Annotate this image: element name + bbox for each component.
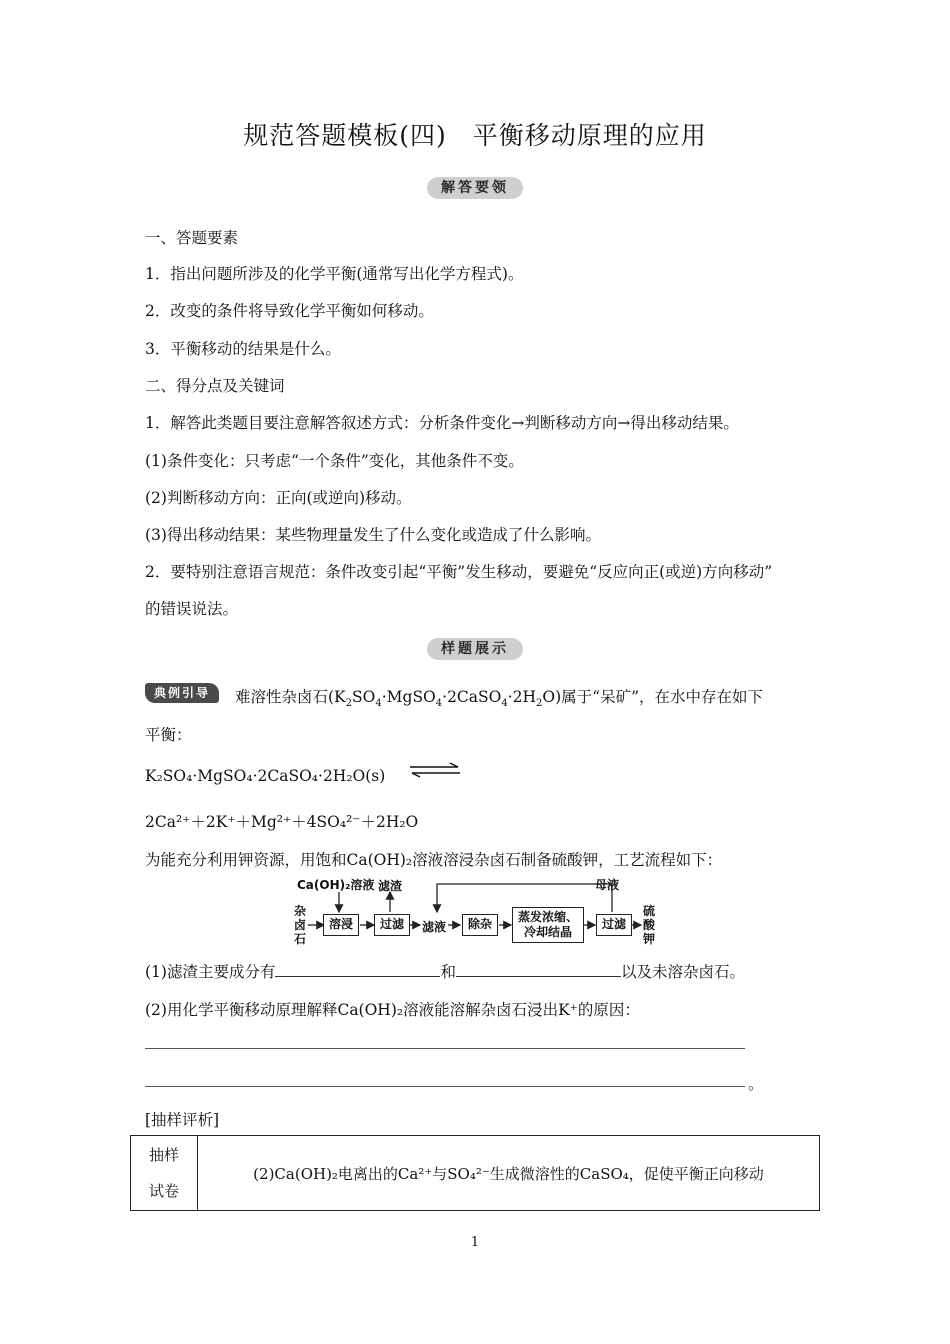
- intro-part: 难溶性杂卤石(K: [235, 688, 346, 706]
- point-1: 1．指出问题所涉及的化学平衡(通常写出化学方程式)。: [145, 265, 524, 283]
- answer-key-label: 解答要领: [427, 177, 523, 199]
- mother-liquor-label: 母液: [595, 878, 620, 892]
- point-2: 2．改变的条件将导致化学平衡如何移动。: [145, 302, 434, 320]
- point-3: 3．平衡移动的结果是什么。: [145, 340, 341, 358]
- answer-blank-2[interactable]: [456, 962, 621, 977]
- question-2: (2)用化学平衡移动原理解释Ca(OH)₂溶液能溶解杂卤石浸出K⁺的原因：: [145, 1001, 640, 1019]
- scoring-sub-1: (1)条件变化：只考虑“一个条件”变化，其他条件不变。: [145, 452, 524, 470]
- step-leach: 溶浸: [323, 914, 359, 936]
- reagent-label: Ca(OH)₂溶液: [297, 878, 375, 892]
- step-purify: 除杂: [462, 914, 498, 936]
- equation-left: K₂SO₄·MgSO₄·2CaSO₄·2H₂O(s): [145, 767, 386, 785]
- table-row: [131, 1136, 820, 1211]
- scoring-2-line2: 的错误说法。: [145, 600, 239, 618]
- row-label-cell: [131, 1136, 198, 1211]
- equation-right: 2Ca²⁺＋2K⁺＋Mg²⁺＋4SO₄²⁻＋2H₂O: [145, 813, 419, 831]
- equilibrium-arrows-icon: [408, 762, 462, 778]
- sample-answer: (2)Ca(OH)₂电离出的Ca²⁺与SO₄²⁻生成微溶性的CaSO₄，促使平衡正向移动: [198, 1136, 820, 1211]
- step-evaporate-crystallize: 蒸发浓缩、冷却结晶: [512, 907, 584, 943]
- row-label-2: 试卷: [148, 1182, 179, 1200]
- heading-scoring: 二、得分点及关键词: [145, 377, 285, 395]
- answer-line-1[interactable]: [145, 1048, 745, 1049]
- intro-part: O)属于“呆矿”，在水中存在如下: [542, 688, 764, 706]
- example-intro-line2: 平衡：: [145, 726, 192, 744]
- sub: 4: [375, 698, 382, 710]
- evaluation-heading: [抽样评析]: [145, 1111, 220, 1129]
- scoring-sub-3: (3)得出移动结果：某些物理量发生了什么变化或造成了什么影响。: [145, 526, 601, 544]
- intro-part: ·2H: [507, 688, 537, 706]
- q1-tail: 以及未溶杂卤石。: [620, 963, 745, 981]
- product-label: 硫酸钾: [643, 904, 656, 946]
- q1-text: (1)滤渣主要成分有: [145, 963, 276, 981]
- evaluation-table: [130, 1135, 820, 1211]
- section-answer-key: [0, 177, 950, 197]
- answer-blank-1[interactable]: [275, 962, 440, 977]
- answer-end-mark: 。: [748, 1075, 764, 1093]
- filtrate-label: 滤液: [422, 920, 447, 934]
- intro-part: SO: [352, 688, 376, 706]
- section-sample: [0, 638, 950, 658]
- question-1: [145, 960, 745, 982]
- intro-part: ·MgSO: [381, 688, 436, 706]
- intro-part: ·2CaSO: [442, 688, 502, 706]
- sub: 4: [435, 698, 443, 710]
- sub: 2: [536, 698, 543, 710]
- scoring-sub-2: (2)判断移动方向：正向(或逆向)移动。: [145, 489, 412, 507]
- step-filter-1: 过滤: [374, 914, 410, 936]
- residue-label: 滤渣: [378, 879, 403, 893]
- example-intro: [235, 685, 763, 709]
- raw-material-label: 杂卤石: [294, 904, 307, 946]
- scoring-2-line1: 2．要特别注意语言规范：条件改变引起“平衡”发生移动，要避免“反应向正(或逆)方向移动”: [145, 563, 773, 581]
- sub: 2: [345, 698, 353, 710]
- sub: 4: [501, 698, 508, 710]
- page-number: 1: [470, 1235, 480, 1250]
- step-filter-2: 过滤: [596, 914, 632, 936]
- q1-and: 和: [440, 963, 456, 981]
- page-title: 规范答题模板(四) 平衡移动原理的应用: [243, 121, 707, 150]
- scoring-1: 1．解答此类题目要注意解答叙述方式：分析条件变化→判断移动方向→得出移动结果。: [145, 414, 739, 432]
- row-label-1: 抽样: [148, 1146, 179, 1164]
- answer-line-2[interactable]: [145, 1086, 745, 1087]
- sample-label: 样题展示: [427, 638, 523, 660]
- example-badge-wrap: [145, 682, 219, 701]
- example-badge: 典例引导: [145, 683, 219, 703]
- heading-elements: 一、答题要素: [145, 229, 239, 247]
- process-intro: 为能充分利用钾资源，用饱和Ca(OH)₂溶液溶浸杂卤石制备硫酸钾，工艺流程如下：: [145, 851, 723, 869]
